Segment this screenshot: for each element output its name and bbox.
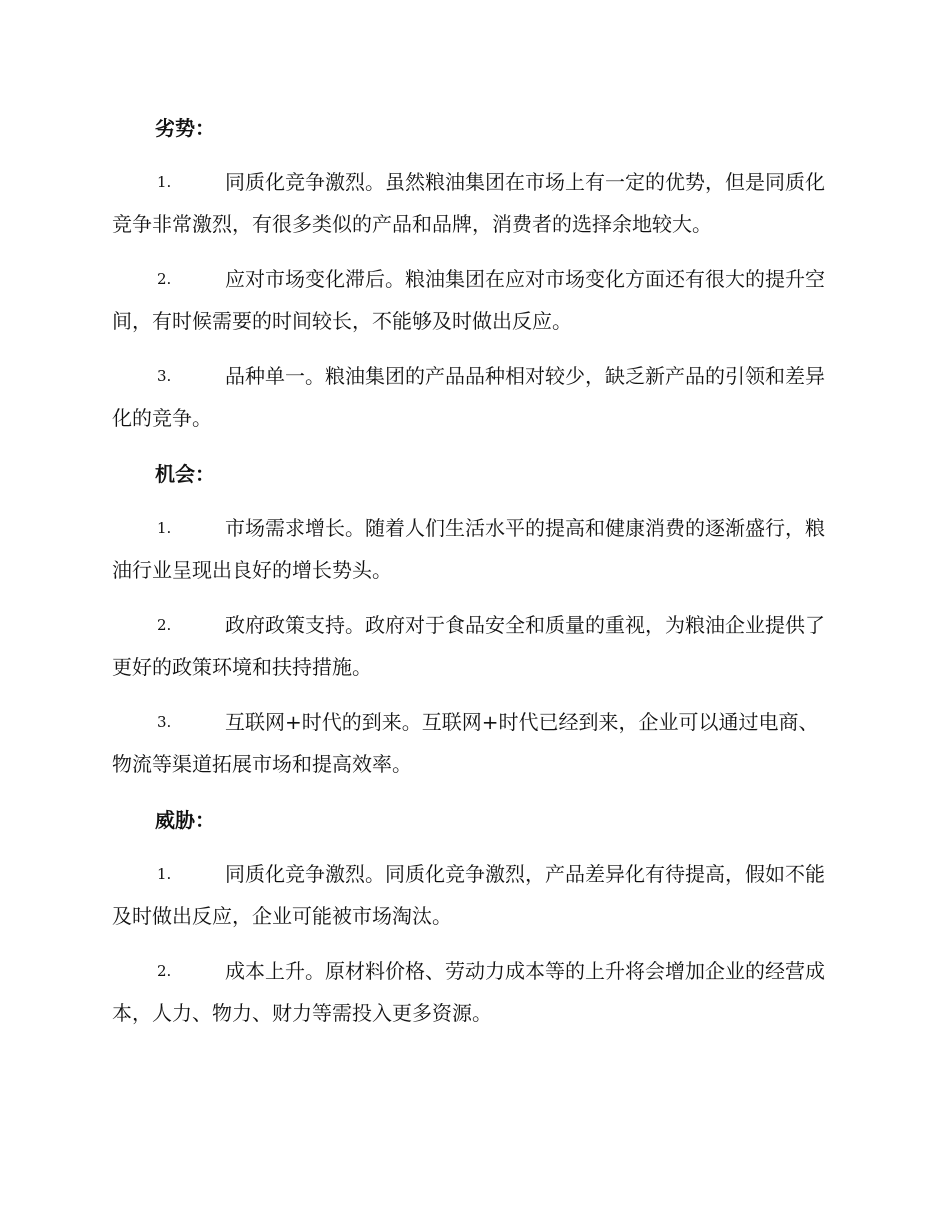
- section-heading-threats: 威胁：: [155, 808, 215, 832]
- list-item: [112, 355, 837, 439]
- item-number: 1.: [157, 173, 172, 191]
- item-number: 3.: [157, 367, 172, 385]
- list-item: [112, 701, 837, 785]
- item-text: 成本上升。原材料价格、劳动力成本等的上升将会增加企业的经营成本，人力、物力、财力等需投入更多资源。: [112, 959, 825, 1025]
- item-text: 政府政策支持。政府对于食品安全和质量的重视，为粮油企业提供了更好的政策环境和扶持措施。: [112, 613, 825, 679]
- item-number: 2.: [157, 962, 172, 980]
- item-number: 1.: [157, 519, 172, 537]
- item-text: 同质化竞争激烈。虽然粮油集团在市场上有一定的优势，但是同质化竞争非常激烈，有很多类似的产品和品牌，消费者的选择余地较大。: [112, 170, 825, 236]
- list-item: [112, 604, 837, 688]
- section-heading-opportunities: 机会：: [155, 462, 215, 486]
- list-item: [112, 853, 837, 937]
- section-heading-weaknesses: 劣势：: [155, 116, 215, 140]
- item-number: 1.: [157, 865, 172, 883]
- item-text: 应对市场变化滞后。粮油集团在应对市场变化方面还有很大的提升空间，有时候需要的时间较长，不能够及时做出反应。: [112, 267, 825, 333]
- list-item: [112, 950, 837, 1034]
- item-text: 同质化竞争激烈。同质化竞争激烈，产品差异化有待提高，假如不能及时做出反应，企业可能被市场淘汰。: [112, 862, 825, 928]
- item-number: 2.: [157, 270, 172, 288]
- list-item: [112, 507, 837, 591]
- item-text: 市场需求增长。随着人们生活水平的提高和健康消费的逐渐盛行，粮油行业呈现出良好的增长势头。: [112, 516, 825, 582]
- item-text: 品种单一。粮油集团的产品品种相对较少，缺乏新产品的引领和差异化的竞争。: [112, 364, 825, 430]
- list-item: [112, 161, 837, 245]
- item-number: 3.: [157, 713, 172, 731]
- list-item: [112, 258, 837, 342]
- item-text: 互联网+时代的到来。互联网+时代已经到来，企业可以通过电商、物流等渠道拓展市场和提高效率。: [112, 710, 819, 776]
- item-number: 2.: [157, 616, 172, 634]
